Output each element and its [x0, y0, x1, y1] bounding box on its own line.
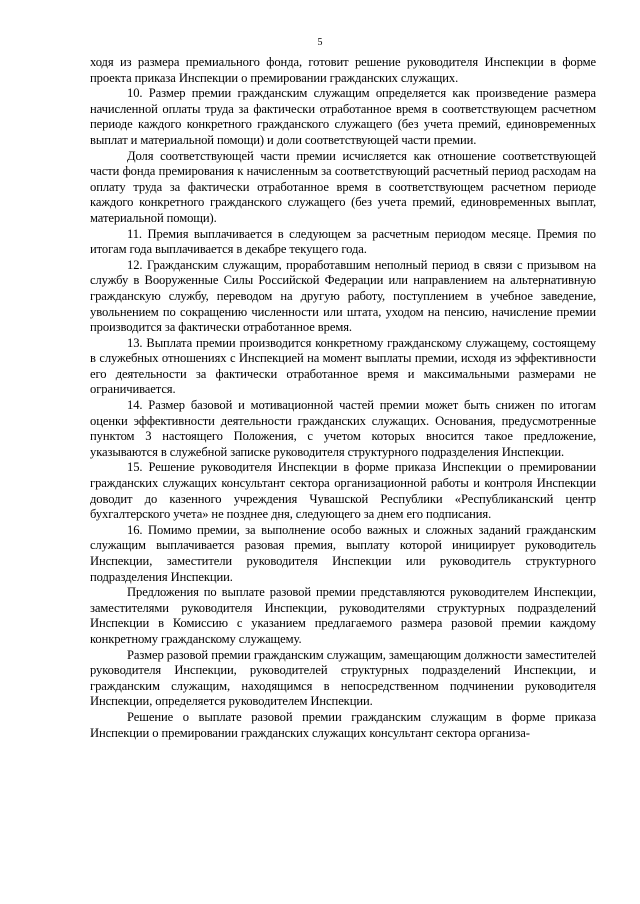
paragraph-item-15: 15. Решение руководителя Инспекции в форме приказа Инспекции о премировании гражданских служащих консультант сектора организационной работы и контроля Инспекции доводит до казенного учреждения Чувашской Республики «Республиканский центр бухгалтерского учета» не позднее дня, следующего за днем его подписания. — [90, 460, 596, 522]
paragraph-item-12: 12. Гражданским служащим, проработавшим неполный период в связи с призывом на службу в Вооруженные Силы Российской Федерации или направлением на альтернативную гражданскую службу, переводом на другую работу, поступлением в учебное заведение, увольнением по сокращению численности или штата, уходом на пенсию, начисление премии производится за фактически отработанное время. — [90, 257, 596, 335]
document-body — [90, 55, 596, 741]
paragraph-item-13: 13. Выплата премии производится конкретному гражданскому служащему, состоящему в служебных отношениях с Инспекцией на момент выплаты премии, исходя из эффективности его деятельности за фактически отработанное время и максимальными размерами не ограничивается. — [90, 335, 596, 397]
paragraph-one-time-proposals: Предложения по выплате разовой премии представляются руководителем Инспекции, заместителями руководителя Инспекции, руководителями структурных подразделений Инспекции в Комиссию с указанием предлагаемого размера разовой премии каждому конкретному гражданскому служащему. — [90, 585, 596, 646]
paragraph-one-time-decision: Решение о выплате разовой премии гражданским служащим в форме приказа Инспекции о премировании гражданских служащих консультант сектора организа- — [90, 709, 596, 740]
paragraph-continuation: ходя из размера премиального фонда, готовит решение руководителя Инспекции в форме проекта приказа Инспекции о премировании гражданских служащих. — [90, 55, 596, 85]
paragraph-premium-share: Доля соответствующей части премии исчисляется как отношение соответствующей части фонда премирования к начисленным за соответствующий расчетный период расходам на оплату труда за фактически отработанное время в соответствующем расчетном периоде каждого конкретного гражданского служащего (без учета премий, единовременных выплат, материальной помощи). — [90, 148, 596, 225]
paragraph-item-10: 10. Размер премии гражданским служащим определяется как произведение размера начисленной оплаты труда за фактически отработанное время в соответствующем расчетном периоде каждого конкретного гражданского служащего (без учета премий, единовременных выплат и материальной помощи) и доли соответствующей части премии. — [90, 86, 596, 147]
paragraph-item-11: 11. Премия выплачивается в следующем за расчетным периодом месяце. Премия по итогам года выплачивается в декабре текущего года. — [90, 226, 596, 257]
paragraph-one-time-amount: Размер разовой премии гражданским служащим, замещающим должности заместителей руководителя Инспекции, руководителей структурных подразделений Инспекции, и гражданским служащим, находящимся в непосредственном подчинении руководителя Инспекции, определяется руководителем Инспекции. — [90, 647, 596, 709]
paragraph-item-14: 14. Размер базовой и мотивационной частей премии может быть снижен по итогам оценки эффективности деятельности гражданских служащих. Основания, предусмотренные пунктом 3 настоящего Положения, с учетом которых вносится такое предложение, указываются в служебной записке руководителя структурного подразделения Инспекции. — [90, 398, 596, 459]
paragraph-item-16: 16. Помимо премии, за выполнение особо важных и сложных заданий гражданским служащим выплачивается разовая премия, выплату которой инициирует руководитель Инспекции, заместители руководителя Инспекции или руководитель структурного подразделения Инспекции. — [90, 522, 596, 584]
page-number: 5 — [317, 37, 323, 48]
